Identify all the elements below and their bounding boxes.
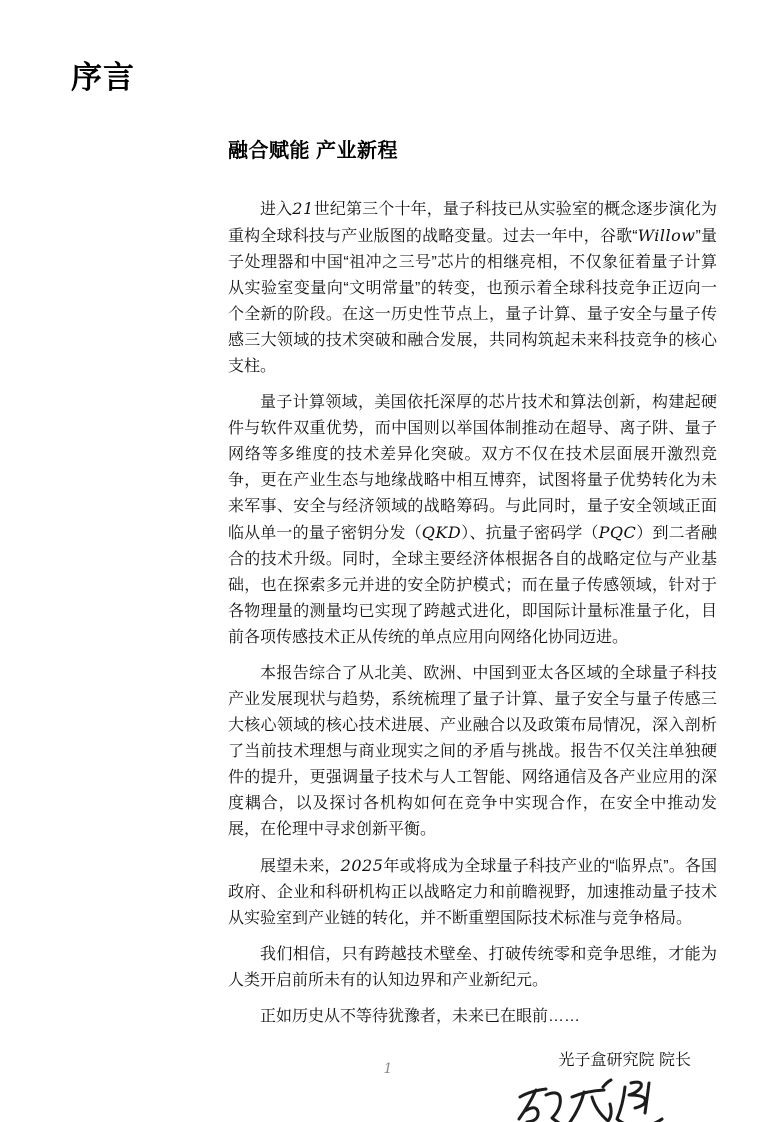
signature-byline: 光子盒研究院 院长 — [558, 1052, 691, 1069]
paragraph: 展望未来，2025年或将成为全球量子科技产业的“临界点”。各国政府、企业和科研机构正以战略定力和前瞻视野，加速推动量子技术从实验室到产业链的转化，并不断重塑国际技术标准与竞争格局。 — [228, 856, 717, 927]
paragraph: 进入21世纪第三个十年，量子科技已从实验室的概念逐步演化为重构全球科技与产业版图的战略变量。过去一年中，谷歌“Willow”量子处理器和中国“祖冲之三号”芯片的相继亮相，不仅象征着量子计算从实验室变量向“文明常量”的转变，也预示着全球科技竞争正迈向一个全新的阶段。在这一历史性节点上，量子计算、量子安全与量子传感三大领域的技术突破和融合发展，共同构筑起未来科技竞争的核心支柱。 — [228, 199, 717, 375]
section-title: 融合赋能 产业新程 — [228, 140, 399, 162]
preface-content — [228, 134, 717, 1122]
paragraph: 量子计算领域，美国依托深厚的芯片技术和算法创新，构建起硬件与软件双重优势，而中国则以举国体制推动在超导、离子阱、量子网络等多维度的技术差异化突破。双方不仅在技术层面展开激烈竞争，更在产业生态与地缘战略中相互博弈，试图将量子优势转化为未来军事、安全与经济领域的战略筹码。与此同时，量子安全领域正面临从单一的量子密钥分发（QKD）、抗量子密码学（PQC）到二者融合的技术升级。同时，全球主要经济体根据各自的战略定位与产业基础，也在探索多元并进的安全防护模式；而在量子传感领域，针对于各物理量的测量均已实现了跨越式进化，即国际计量标准量子化，目前各项传感技术正从传统的单点应用向网络化协同迈进。 — [228, 394, 717, 646]
signature-block — [228, 1047, 717, 1122]
paragraph: 我们相信，只有跨越技术壁垒、打破传统零和竞争思维，才能为人类开启前所未有的认知边界和产业新纪元。 — [228, 946, 717, 989]
preface-body — [228, 196, 717, 1030]
paragraph: 正如历史从不等待犹豫者，未来已在眼前…… — [260, 1008, 581, 1025]
page-heading: 序言 — [71, 60, 135, 95]
page-number: 1 — [383, 1061, 393, 1077]
signature-image — [515, 1074, 665, 1122]
paragraph: 本报告综合了从北美、欧洲、中国到亚太各区域的全球量子科技产业发展现状与趋势，系统梳理了量子计算、量子安全与量子传感三大核心领域的核心技术进展、产业融合以及政策布局情况，深入剖析了当前技术理想与商业现实之间的矛盾与挑战。报告不仅关注单独硬件的提升，更强调量子技术与人工智能、网络通信及各产业应用的深度耦合，以及探讨各机构如何在竞争中实现合作，在安全中推动发展，在伦理中寻求创新平衡。 — [228, 665, 717, 838]
